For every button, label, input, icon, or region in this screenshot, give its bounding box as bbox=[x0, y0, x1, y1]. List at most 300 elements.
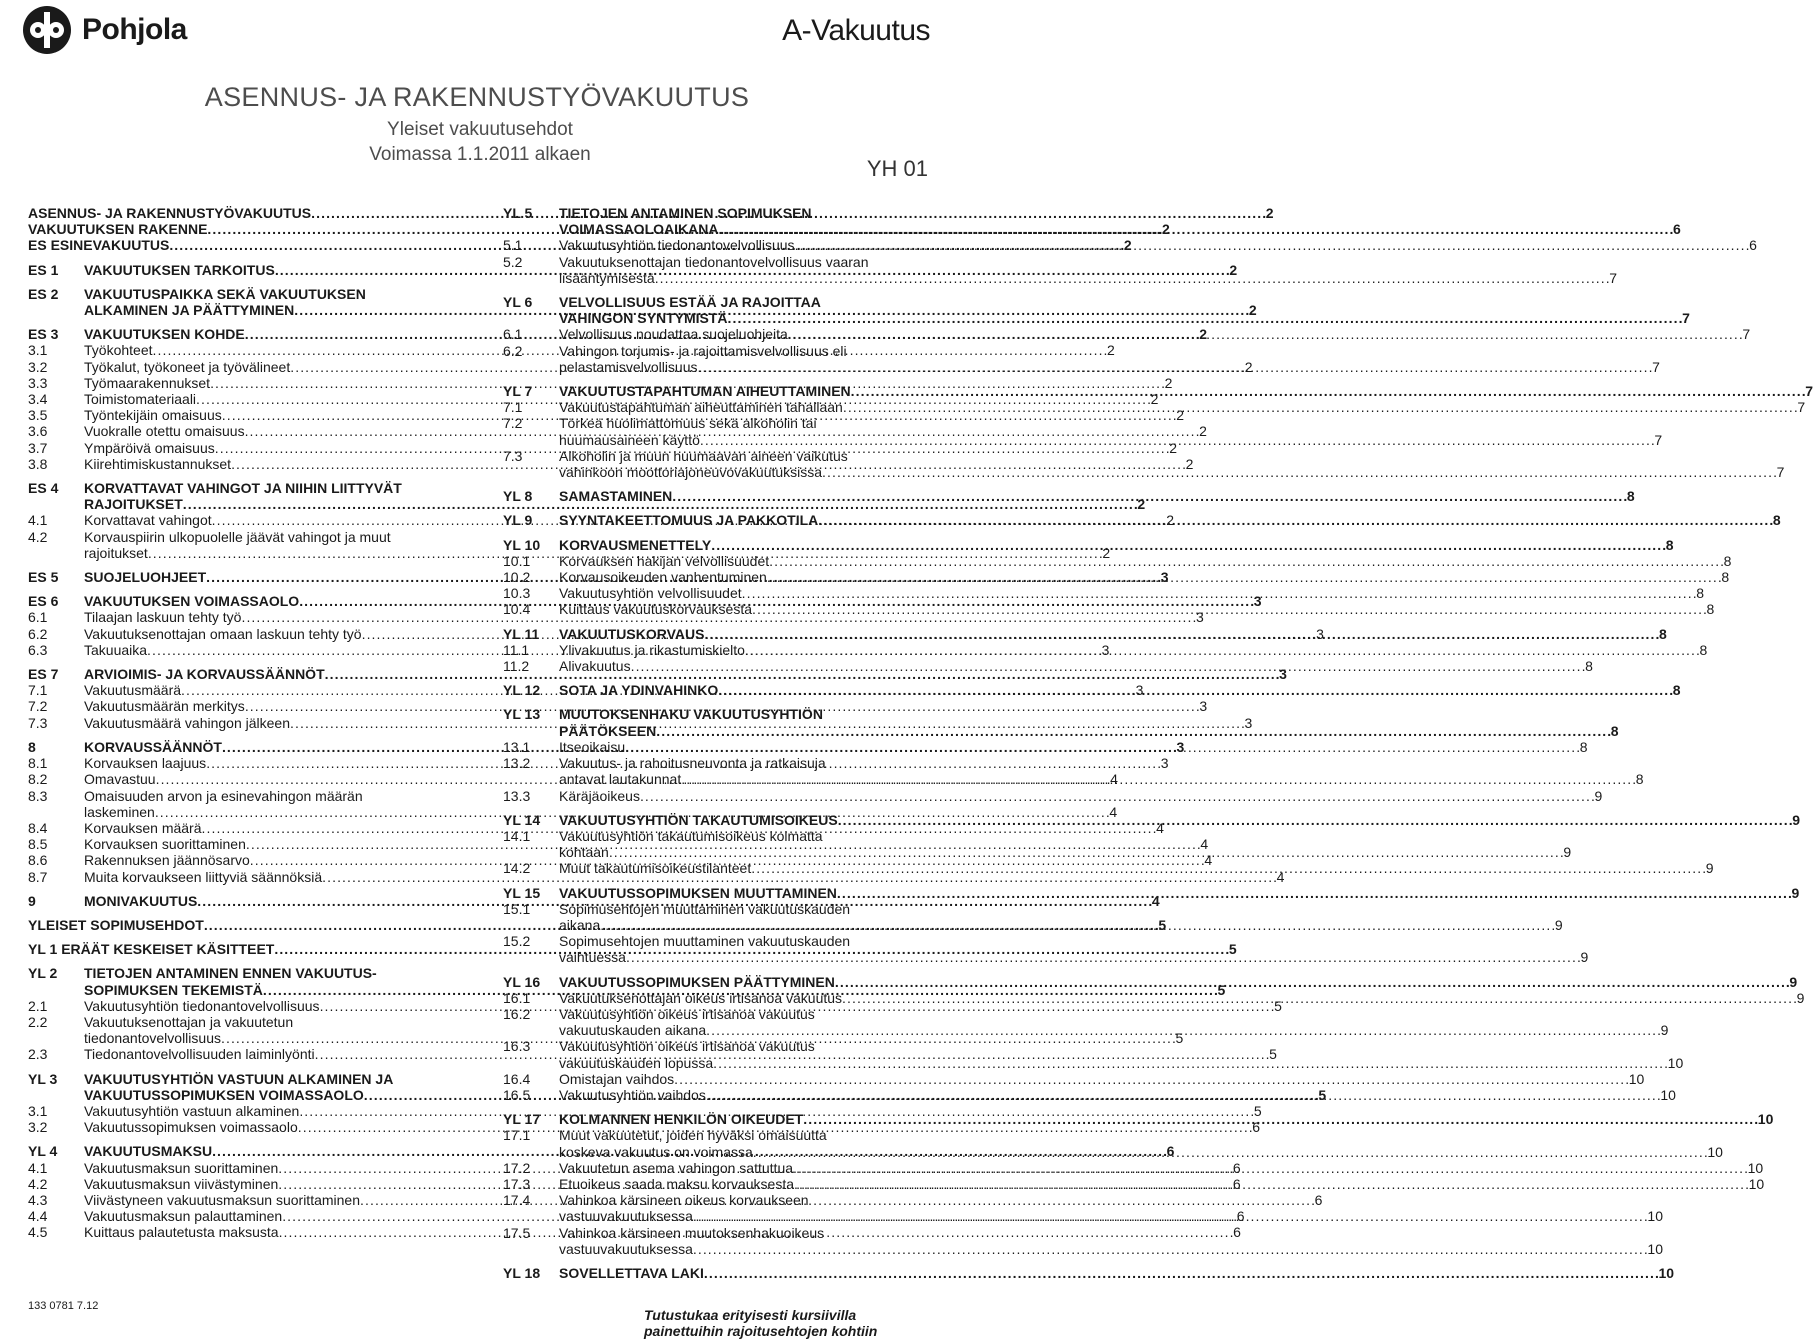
toc-entry-title: KORVAUSSÄÄNNÖT bbox=[84, 738, 222, 755]
toc-entry-number: 7.3 bbox=[28, 714, 48, 731]
toc-entry-title: vakuutuskauden lopussa bbox=[559, 1054, 714, 1071]
toc-entry-page: 6 bbox=[1314, 1191, 1323, 1208]
toc-entry-body bbox=[559, 512, 1781, 528]
toc-entry-page: 7 bbox=[1742, 326, 1751, 343]
toc-entry bbox=[503, 585, 1704, 602]
toc-entry bbox=[503, 811, 1801, 828]
toc-entry-number: 15.1 bbox=[503, 900, 531, 917]
toc-entry-leader-line bbox=[559, 270, 1617, 286]
toc-entry-title: SOVELLETTAVA LAKI bbox=[559, 1264, 704, 1281]
dot-leader bbox=[631, 658, 1585, 674]
toc-entry-page: 5 bbox=[1269, 1046, 1277, 1063]
toc-entry-leader-line bbox=[559, 990, 1804, 1006]
dot-leader bbox=[793, 1160, 1747, 1176]
toc-entry-title: Vuokralle otettu omaisuus bbox=[84, 423, 245, 440]
toc-entry-body bbox=[559, 974, 1797, 990]
toc-entry-number: 3.3 bbox=[28, 374, 48, 391]
toc-entry-page: 8 bbox=[1635, 771, 1644, 788]
toc-entry-title-line: VELVOLLISUUS ESTÄÄ JA RAJOITTAA bbox=[559, 294, 821, 311]
toc-entry-title: Työkalut, työkoneet ja työvälineet bbox=[84, 358, 291, 375]
toc-entry-leader-line bbox=[559, 1022, 1668, 1038]
toc-entry-leader-line bbox=[559, 512, 1781, 528]
restriction-note-line-1: Tutustukaa erityisesti kursiivilla bbox=[644, 1307, 857, 1323]
dot-leader bbox=[600, 917, 1554, 933]
dot-leader bbox=[626, 949, 1580, 965]
dot-leader bbox=[672, 488, 1626, 504]
toc-entry-number: YL 11 bbox=[503, 625, 540, 642]
toc-entry-page: 4 bbox=[1110, 771, 1118, 788]
toc-entry-body bbox=[559, 448, 1784, 480]
toc-entry-number: 17.2 bbox=[503, 1159, 531, 1176]
toc-entry-number: YL 14 bbox=[503, 811, 541, 828]
toc-entry-title: Rakennuksen jäännösarvo bbox=[84, 852, 250, 869]
dot-leader bbox=[752, 601, 1706, 617]
toc-entry-title: Vakuutetun asema vahingon sattuttua bbox=[559, 1159, 794, 1176]
toc-entry-title: YLEISET SOPIMUSEHDOT bbox=[28, 916, 204, 933]
dot-leader bbox=[788, 326, 1742, 342]
toc-entry-number: 10.2 bbox=[503, 569, 531, 586]
toc-entry-body bbox=[559, 488, 1635, 504]
toc-entry-title: Vakuutusmäärä bbox=[84, 682, 182, 699]
toc-entry-title: Muita korvaukseen liittyviä säännöksiä bbox=[84, 868, 323, 885]
toc-entry-page: 2 bbox=[1199, 423, 1207, 440]
toc-entry bbox=[503, 787, 1603, 804]
toc-entry-title: VAKUUTUSTAPAHTUMAN AIHEUTTAMINEN bbox=[559, 383, 851, 400]
toc-entry-title: ARVIOIMIS- JA KORVAUSSÄÄNNÖT bbox=[84, 666, 325, 683]
toc-entry-title-line: Alkoholin ja muun huumaavan aineen vaikutus bbox=[559, 447, 848, 464]
toc-entry-number: 3.1 bbox=[28, 1102, 48, 1119]
toc-entry-number: ES 1 bbox=[28, 261, 59, 278]
toc-entry-page: 8 bbox=[1723, 552, 1732, 569]
dot-leader bbox=[769, 553, 1723, 569]
toc-entry-title: Itseoikaisu bbox=[559, 738, 626, 755]
toc-entry-leader-line bbox=[559, 917, 1563, 933]
toc-entry-leader-line bbox=[559, 788, 1602, 804]
dot-leader bbox=[835, 974, 1789, 990]
toc-entry-leader-line bbox=[559, 601, 1714, 617]
toc-entry-number: 6.1 bbox=[28, 609, 48, 626]
toc-entry-title: Omistajan vaihdos bbox=[559, 1070, 675, 1087]
toc-entry-number: 10.3 bbox=[503, 585, 531, 602]
toc-entry-title-line: Omaisuuden arvon ja esinevahingon määrän bbox=[84, 787, 363, 804]
toc-entry-number: YL 2 bbox=[28, 965, 58, 982]
toc-entry-number: 8.1 bbox=[28, 755, 48, 772]
toc-entry-page: 10 bbox=[1707, 1143, 1723, 1160]
toc-entry-title: VAKUUTUKSEN RAKENNE bbox=[28, 221, 208, 238]
toc-entry-body bbox=[559, 553, 1731, 569]
toc-entry-title: laskeminen bbox=[84, 803, 155, 820]
pohjola-logo-icon bbox=[22, 4, 72, 56]
toc-entry-leader-line bbox=[559, 1176, 1764, 1192]
toc-entry-number: ES 5 bbox=[28, 569, 59, 586]
toc-entry-body bbox=[559, 706, 1619, 738]
toc-entry bbox=[503, 552, 1732, 569]
toc-entry-page: 8 bbox=[1659, 625, 1667, 642]
toc-entry-leader-line bbox=[559, 885, 1799, 901]
toc-entry-title: VAKUUTUSSOPIMUKSEN PÄÄTTYMINEN bbox=[559, 973, 835, 990]
toc-entry-number: 7.1 bbox=[503, 399, 523, 416]
toc-entry-number: 16.4 bbox=[503, 1070, 531, 1087]
toc-entry-number: ES 2 bbox=[28, 285, 59, 302]
toc-entry-page: 2 bbox=[1166, 512, 1174, 529]
toc-entry-number: 3.2 bbox=[28, 358, 48, 375]
toc-entry-title: SOTA JA YDINVAHINKO bbox=[559, 682, 719, 699]
toc-entry-page: 2 bbox=[1185, 455, 1194, 472]
toc-entry-title: Korvauksen määrä bbox=[84, 819, 202, 836]
toc-entry-number: 3.2 bbox=[28, 1119, 48, 1136]
toc-entry-title-line: TIETOJEN ANTAMINEN SOPIMUKSEN bbox=[559, 205, 812, 221]
dot-leader bbox=[704, 626, 1658, 642]
toc-entry-leader-line bbox=[559, 399, 1805, 415]
toc-entry-body bbox=[559, 1038, 1683, 1070]
toc-entry-title: ES ESINEVAKUUTUS bbox=[28, 237, 170, 254]
toc-entry-title: Alivakuutus bbox=[559, 658, 631, 675]
dot-leader bbox=[609, 844, 1563, 860]
dot-leader bbox=[794, 1176, 1748, 1192]
toc-entry-title: Korvauksen hakijan velvollisuudet bbox=[559, 552, 770, 569]
toc-entry-title: Takuuaika bbox=[84, 641, 148, 658]
toc-entry-number: 3.1 bbox=[28, 342, 48, 359]
toc-entry-title: RAJOITUKSET bbox=[84, 496, 183, 513]
toc-entry-number: 14.2 bbox=[503, 860, 531, 877]
toc-entry-title: ALKAMINEN JA PÄÄTTYMINEN bbox=[84, 302, 295, 319]
dot-leader bbox=[742, 585, 1696, 601]
toc-entry-number: 17.4 bbox=[503, 1192, 531, 1209]
toc-entry-number: 4.2 bbox=[28, 528, 48, 545]
toc-entry-title: Työkohteet bbox=[84, 342, 153, 359]
toc-entry bbox=[503, 900, 1563, 933]
toc-entry-title: Tiedonantovelvollisuuden laiminlyönti bbox=[84, 1046, 315, 1063]
toc-entry-body bbox=[559, 755, 1644, 787]
toc-entry-leader-line bbox=[559, 553, 1731, 569]
toc-entry-body bbox=[559, 601, 1714, 617]
document-code: YH 01 bbox=[866, 156, 928, 181]
dot-leader bbox=[704, 1265, 1658, 1281]
toc-entry-page: 5 bbox=[1228, 941, 1237, 958]
toc-entry-number: 4.1 bbox=[28, 1159, 48, 1176]
toc-entry-page: 2 bbox=[1248, 302, 1257, 319]
toc-entry-title: Vakuutusmaksun viivästyminen bbox=[84, 1175, 279, 1192]
toc-entry-page: 2 bbox=[1199, 326, 1208, 343]
toc-entry-number: 15.2 bbox=[503, 933, 531, 950]
toc-entry-number: 13.2 bbox=[503, 755, 531, 772]
toc-entry-title-line: Vahingon torjumis- ja rajoittamisvelvollisuus eli bbox=[559, 342, 847, 359]
dot-leader bbox=[753, 1144, 1707, 1160]
toc-entry-title: Korvattavat vahingot bbox=[84, 512, 212, 529]
toc-entry-number: 3.5 bbox=[28, 407, 48, 424]
toc-entry-title-line: Vahinkoa kärsineen muutoksenhakuoikeus bbox=[559, 1224, 825, 1241]
toc-entry bbox=[503, 1070, 1645, 1087]
toc-entry-page: 3 bbox=[1253, 593, 1262, 610]
dot-leader bbox=[698, 359, 1652, 375]
toc-entry-number: 2.2 bbox=[28, 1013, 48, 1030]
toc-entry bbox=[503, 658, 1593, 675]
dot-leader bbox=[822, 464, 1776, 480]
toc-entry-page: 2 bbox=[1229, 261, 1238, 278]
toc-entry-number: 11.1 bbox=[503, 641, 530, 658]
toc-entry-page: 7 bbox=[1682, 310, 1690, 327]
toc-entry-title: vakuutuskauden aikana bbox=[559, 1022, 707, 1039]
toc-entry-leader-line bbox=[559, 310, 1690, 326]
toc-entry-number: 8 bbox=[28, 738, 36, 755]
toc-entry-title: lisääntymisestä bbox=[559, 269, 655, 286]
dot-leader bbox=[718, 682, 1672, 698]
toc-entry bbox=[503, 488, 1635, 505]
toc-entry-number: 11.2 bbox=[503, 658, 530, 675]
toc-entry bbox=[503, 682, 1681, 699]
toc-entry-leader-line bbox=[559, 359, 1660, 375]
toc-entry-page: 9 bbox=[1796, 989, 1805, 1006]
toc-entry-number: 16.1 bbox=[503, 989, 531, 1006]
toc-entry-title: VAKUUTUSSOPIMUKSEN VOIMASSAOLO bbox=[84, 1086, 364, 1103]
toc-entry-page: 3 bbox=[1160, 569, 1169, 586]
toc-entry-number: 8.2 bbox=[28, 771, 48, 788]
toc-entry-page: 9 bbox=[1705, 860, 1714, 877]
toc-entry-number: ES 3 bbox=[28, 326, 59, 343]
toc-entry-title: Vakuutustapahtuman aiheuttaminen tahallaan bbox=[559, 399, 843, 416]
toc-entry-body bbox=[559, 343, 1660, 375]
toc-entry-page: 6 bbox=[1232, 1159, 1241, 1176]
dot-leader bbox=[713, 1055, 1667, 1071]
toc-entry-title: koskeva vakuutus on voimassa bbox=[559, 1143, 753, 1160]
toc-entry-number: YL 9 bbox=[503, 512, 533, 529]
dot-leader bbox=[655, 270, 1609, 286]
toc-entry-title: Vakuutusyhtiön tiedonantovelvollisuus bbox=[84, 997, 320, 1014]
toc-entry-page: 8 bbox=[1699, 641, 1708, 658]
toc-entry-page: 9 bbox=[1660, 1022, 1669, 1039]
toc-entry-title: vastuuvakuutuksessa bbox=[559, 1240, 693, 1257]
toc-entry-title: vastuuvakuutuksessa bbox=[559, 1208, 693, 1225]
toc-entry-title: VAKUUTUSKORVAUS bbox=[559, 625, 705, 642]
toc-entry-number: 10.1 bbox=[503, 552, 531, 569]
toc-entry-leader-line bbox=[559, 812, 1800, 828]
toc-entry-leader-line bbox=[559, 432, 1662, 448]
toc-entry-title: VOIMASSAOLOAIKANA bbox=[559, 221, 719, 238]
toc-entry-title: Korvauksen laajuus bbox=[84, 755, 207, 772]
toc-entry-number: 5.2 bbox=[503, 253, 523, 270]
toc-entry-title-line: Vakuutusyhtiön oikeus irtisanoa vakuutus bbox=[559, 1005, 815, 1022]
dot-leader bbox=[851, 383, 1805, 399]
toc-entry-page: 8 bbox=[1721, 569, 1730, 586]
toc-entry-leader-line bbox=[559, 1055, 1683, 1071]
toc-entry-page: 9 bbox=[1792, 811, 1801, 828]
toc-entry-page: 2 bbox=[1123, 237, 1132, 254]
toc-entry bbox=[503, 205, 1681, 238]
toc-entry-page: 7 bbox=[1776, 464, 1785, 481]
toc-entry-body bbox=[559, 990, 1804, 1006]
toc-entry-page: 5 bbox=[1175, 1030, 1184, 1047]
toc-entry bbox=[503, 884, 1800, 901]
toc-entry-title-line: Vakuutus- ja rahoitusneuvonta ja ratkaisuja bbox=[559, 755, 826, 772]
toc-entry-page: 9 bbox=[1789, 973, 1798, 990]
toc-entry-title: vaihtuessa bbox=[559, 949, 626, 966]
toc-entry-title: Etuoikeus saada maksu korvauksesta bbox=[559, 1175, 795, 1192]
toc-entry-number: 5.1 bbox=[503, 237, 523, 254]
toc-entry-body bbox=[559, 237, 1757, 253]
toc-entry-number: YL 15 bbox=[503, 884, 541, 901]
toc-entry-title: Velvollisuus noudattaa suojeluohjeita bbox=[559, 326, 788, 343]
toc-entry bbox=[503, 1086, 1676, 1103]
toc-entry-number: 3.7 bbox=[28, 439, 48, 456]
toc-entry bbox=[503, 973, 1798, 990]
validity-date: Voimassa 1.1.2011 alkaen bbox=[369, 144, 591, 165]
toc-entry-number: 7.1 bbox=[28, 682, 48, 699]
toc-entry-body bbox=[559, 326, 1750, 342]
toc-entry-leader-line bbox=[559, 974, 1797, 990]
toc-entry-body bbox=[559, 658, 1593, 674]
toc-entry-leader-line bbox=[559, 537, 1674, 553]
toc-entry-title: Muut takautumisoikeustilanteet bbox=[559, 860, 752, 877]
dot-leader bbox=[706, 1022, 1660, 1038]
pohjola-logo bbox=[22, 4, 187, 56]
toc-entry-title-line: Vahinkoa kärsineen oikeus korvaukseen bbox=[559, 1192, 809, 1209]
toc-entry-title: Käräjäoikeus bbox=[559, 787, 640, 804]
toc-entry-number: 7.3 bbox=[503, 447, 523, 464]
dot-leader bbox=[818, 512, 1772, 528]
toc-entry-number: 2.1 bbox=[28, 997, 48, 1014]
toc-entry bbox=[503, 237, 1757, 254]
toc-entry bbox=[503, 706, 1619, 739]
toc-entry-page: 2 bbox=[1164, 374, 1173, 391]
toc-entry-body bbox=[559, 642, 1707, 658]
toc-entry bbox=[503, 1005, 1669, 1039]
toc-entry bbox=[503, 860, 1714, 877]
toc-entry-title: VAKUUTUKSEN TARKOITUS bbox=[84, 261, 275, 278]
dot-leader bbox=[803, 1111, 1757, 1127]
toc-entry-leader-line bbox=[559, 1208, 1663, 1224]
toc-entry-number: YL 13 bbox=[503, 706, 541, 723]
toc-entry-page: 8 bbox=[1626, 488, 1635, 505]
toc-entry-title-line: VAKUUTUSYHTIÖN VASTUUN ALKAMINEN JA bbox=[84, 1070, 394, 1087]
toc-entry-number: 8.3 bbox=[28, 787, 48, 804]
toc-entry bbox=[503, 294, 1690, 327]
document-title: ASENNUS- JA RAKENNUSTYÖVAKUUTUS bbox=[204, 82, 750, 112]
toc-entry-page: 8 bbox=[1585, 658, 1593, 675]
toc-entry-body bbox=[559, 933, 1588, 965]
toc-entry-leader-line bbox=[559, 221, 1681, 237]
toc-entry bbox=[503, 399, 1806, 416]
toc-entry-title: Vakuutuksenottajan omaan laskuun tehty työ bbox=[84, 625, 362, 642]
toc-entry bbox=[503, 1264, 1675, 1281]
toc-entry-title-line: Muut vakuutetut, joiden hyväksi omaisuutta bbox=[559, 1127, 827, 1144]
toc-entry-page: 6 bbox=[1232, 1175, 1241, 1192]
toc-entry-title: KORVAUSMENETTELY bbox=[559, 536, 712, 553]
toc-entry-number: 4.1 bbox=[28, 512, 48, 529]
toc-entry-number: YL 3 bbox=[28, 1070, 58, 1087]
toc-entry-title: rajoitukset bbox=[84, 544, 148, 561]
toc-entry bbox=[503, 253, 1618, 286]
toc-entry bbox=[503, 625, 1667, 642]
toc-entry-title: kohtaan bbox=[559, 844, 609, 861]
toc-entry-leader-line bbox=[559, 488, 1635, 504]
toc-entry-title: Kuittaus palautetusta maksusta bbox=[84, 1224, 279, 1241]
toc-entry-number: 4.5 bbox=[28, 1224, 48, 1241]
toc-entry-title: aikana bbox=[559, 916, 601, 933]
toc-entry-leader-line bbox=[559, 1144, 1723, 1160]
toc-entry-leader-line bbox=[559, 626, 1667, 642]
toc-entry-leader-line bbox=[559, 1241, 1663, 1257]
toc-entry-body bbox=[559, 205, 1681, 237]
toc-entry-page: 8 bbox=[1772, 512, 1781, 529]
toc-entry-page: 6 bbox=[1252, 1119, 1261, 1136]
toc-entry-body bbox=[559, 682, 1681, 698]
toc-entry-page: 6 bbox=[1166, 1143, 1175, 1160]
toc-entry-title: Toimistomateriaali bbox=[84, 391, 197, 408]
toc-entry-title: MONIVAKUUTUS bbox=[84, 892, 198, 909]
toc-entry-page: 3 bbox=[1244, 714, 1253, 731]
toc-entry-number: 3.4 bbox=[28, 391, 48, 408]
dot-leader bbox=[795, 237, 1749, 253]
toc-entry-title: Vakuutusyhtiön tiedonantovelvollisuus bbox=[559, 237, 795, 254]
toc-entry-body bbox=[559, 294, 1690, 326]
toc-entry bbox=[503, 536, 1674, 553]
toc-entry-page: 10 bbox=[1757, 1111, 1774, 1128]
toc-entry-page: 4 bbox=[1200, 836, 1209, 853]
toc-entry-number: 10.4 bbox=[503, 601, 531, 618]
toc-entry-page: 6 bbox=[1673, 221, 1681, 238]
toc-entry-page: 9 bbox=[1563, 844, 1572, 861]
dot-leader bbox=[681, 771, 1635, 787]
toc-entry-title: Vakuutusyhtiön velvollisuudet bbox=[559, 585, 742, 602]
toc-entry-page: 5 bbox=[1217, 981, 1226, 998]
toc-entry-body bbox=[559, 537, 1674, 553]
toc-entry bbox=[503, 933, 1589, 966]
toc-entry-page: 10 bbox=[1747, 1159, 1764, 1176]
toc-entry bbox=[503, 326, 1751, 343]
toc-entry-title-line: Sopimusehtojen muuttaminen vakuutuskauden bbox=[559, 933, 851, 950]
toc-entry-body bbox=[559, 383, 1813, 399]
toc-entry-number: 4.3 bbox=[28, 1191, 48, 1208]
toc-entry-page: 4 bbox=[1276, 868, 1285, 885]
toc-entry-title: pelastamisvelvollisuus bbox=[559, 358, 698, 375]
dot-leader bbox=[745, 642, 1699, 658]
toc-entry-number: 7.2 bbox=[503, 415, 523, 432]
toc-entry bbox=[503, 827, 1572, 861]
toc-entry-body bbox=[559, 739, 1588, 755]
toc-entry-body bbox=[559, 585, 1704, 601]
toc-entry-title-line: Vakuutuksenottajan tiedonantovelvollisuus vaaran bbox=[559, 253, 869, 270]
toc-entry bbox=[503, 1159, 1764, 1176]
toc-entry-title: Korvauksen suorittaminen bbox=[84, 836, 246, 853]
dot-leader bbox=[625, 739, 1579, 755]
dot-leader bbox=[842, 990, 1796, 1006]
toc-entry-title-line: Korvauspiirin ulkopuolelle jäävät vahingot ja muut bbox=[84, 528, 391, 545]
toc-entry-number: 17.1 bbox=[503, 1127, 531, 1144]
toc-entry bbox=[503, 1192, 1663, 1225]
toc-entry-number: YL 17 bbox=[503, 1111, 541, 1128]
toc-entry-number: 6.3 bbox=[28, 641, 48, 658]
toc-entry-page: 7 bbox=[1797, 399, 1806, 416]
toc-entry-title: Vakuutuksenottajan oikeus irtisanoa vakuutus bbox=[559, 989, 843, 1006]
toc-entry bbox=[503, 755, 1644, 788]
toc-entry-page: 4 bbox=[1109, 803, 1118, 820]
toc-entry-leader-line bbox=[559, 1087, 1676, 1103]
toc-entry-page: 3 bbox=[1196, 609, 1204, 626]
toc-entry-title: vahinkoon moottoriajoneuvovakuutuksissa bbox=[559, 464, 823, 481]
toc-entry-page: 9 bbox=[1554, 916, 1563, 933]
toc-entry-title: VAKUUTUSSOPIMUKSEN MUUTTAMINEN bbox=[559, 884, 837, 901]
toc-entry-page: 10 bbox=[1658, 1264, 1675, 1281]
toc-entry-leader-line bbox=[559, 682, 1681, 698]
toc-entry-number: YL 5 bbox=[503, 205, 533, 221]
toc-entry-page: 5 bbox=[1253, 1102, 1262, 1119]
restriction-note bbox=[644, 1307, 877, 1339]
toc-entry-page: 3 bbox=[1160, 755, 1169, 772]
toc-entry-body bbox=[559, 1111, 1773, 1127]
toc-entry bbox=[503, 342, 1660, 375]
toc-entry bbox=[503, 738, 1588, 755]
toc-entry-number: 2.3 bbox=[28, 1046, 48, 1063]
